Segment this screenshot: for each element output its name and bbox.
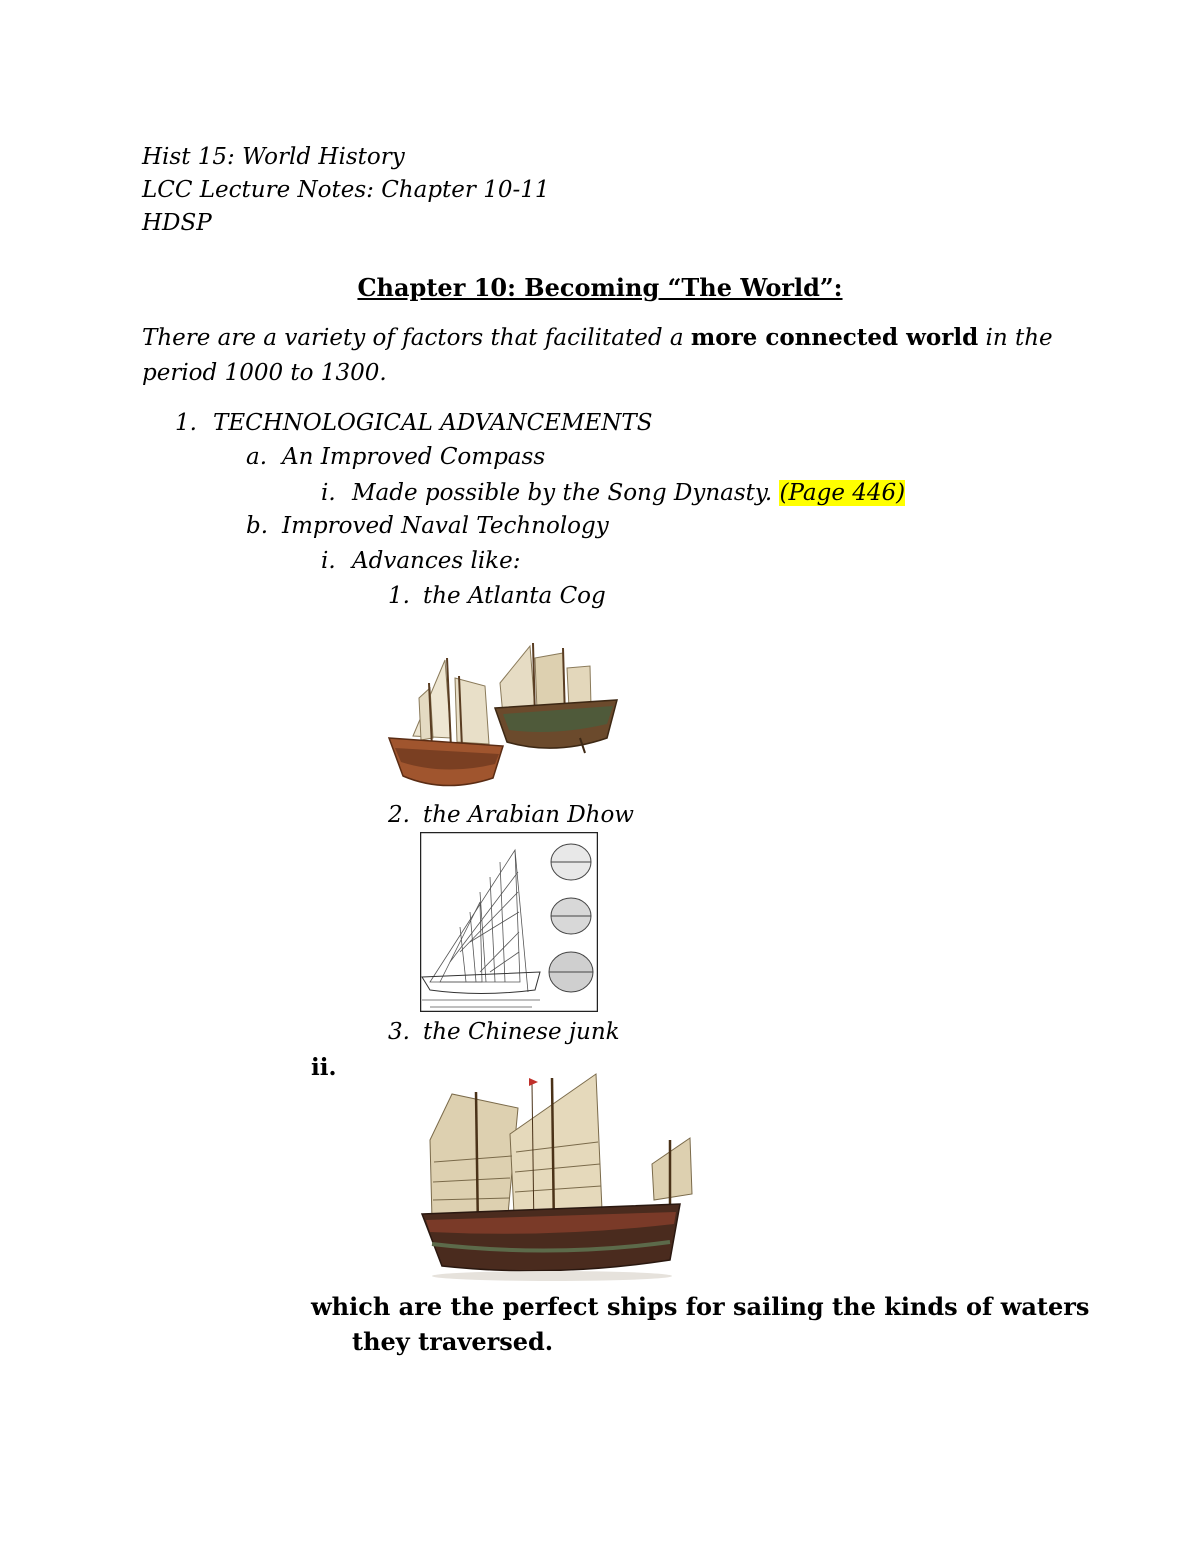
ship-3-marker: 3. bbox=[388, 1019, 410, 1045]
intro-bold: more connected world bbox=[690, 324, 979, 351]
chinese-junk-image bbox=[412, 1072, 694, 1284]
outline-item-a-i-marker: i. bbox=[321, 480, 336, 506]
outline-item-a-i-text: Made possible by the Song Dynasty. bbox=[352, 480, 780, 506]
outline-item-b-i: Advances like: bbox=[352, 548, 521, 574]
junk-shadow bbox=[432, 1271, 672, 1281]
page-reference-highlight: (Page 446) bbox=[779, 480, 906, 506]
outline-item-b-marker: b. bbox=[246, 513, 269, 539]
notes-title: LCC Lecture Notes: Chapter 10-11 bbox=[142, 177, 550, 203]
junk-flag bbox=[529, 1078, 538, 1086]
outline-item-a: An Improved Compass bbox=[282, 444, 546, 470]
cog-ship-front bbox=[389, 658, 503, 786]
outline-item-a-marker: a. bbox=[246, 444, 268, 470]
ship-2-marker: 2. bbox=[388, 802, 410, 828]
ship-1-label: the Atlanta Cog bbox=[423, 583, 606, 609]
cog-ship-back bbox=[495, 643, 617, 753]
intro-text-b: in the bbox=[978, 325, 1053, 351]
outline-item-1: TECHNOLOGICAL ADVANCEMENTS bbox=[213, 410, 653, 436]
dhow-hull-sections bbox=[549, 844, 593, 992]
chapter-heading-text: Chapter 10: Becoming “The World”: bbox=[357, 273, 843, 302]
chapter-heading bbox=[0, 273, 1200, 303]
course-title: Hist 15: World History bbox=[142, 144, 405, 170]
outline-item-a-i bbox=[352, 478, 905, 508]
cog-ships-image bbox=[385, 638, 623, 796]
outline-item-1-marker: 1. bbox=[175, 410, 197, 436]
closing-line-1: which are the perfect ships for sailing the kinds of waters bbox=[311, 1292, 1090, 1321]
outline-item-b: Improved Naval Technology bbox=[282, 513, 609, 539]
closing-line-2: they traversed. bbox=[352, 1327, 554, 1356]
intro-line-2: period 1000 to 1300. bbox=[142, 360, 387, 386]
dhow-diagram-image bbox=[420, 832, 598, 1012]
ship-1-marker: 1. bbox=[388, 583, 410, 609]
ship-2-label: the Arabian Dhow bbox=[423, 802, 634, 828]
intro-line-1 bbox=[142, 323, 1053, 353]
program-code: HDSP bbox=[142, 210, 212, 236]
outline-item-ii-marker: ii. bbox=[311, 1054, 337, 1081]
ship-3-label: the Chinese junk bbox=[423, 1019, 620, 1045]
outline-item-b-i-marker: i. bbox=[321, 548, 336, 574]
junk-sails bbox=[430, 1074, 692, 1220]
intro-text-a: There are a variety of factors that facilitated a bbox=[142, 325, 691, 351]
